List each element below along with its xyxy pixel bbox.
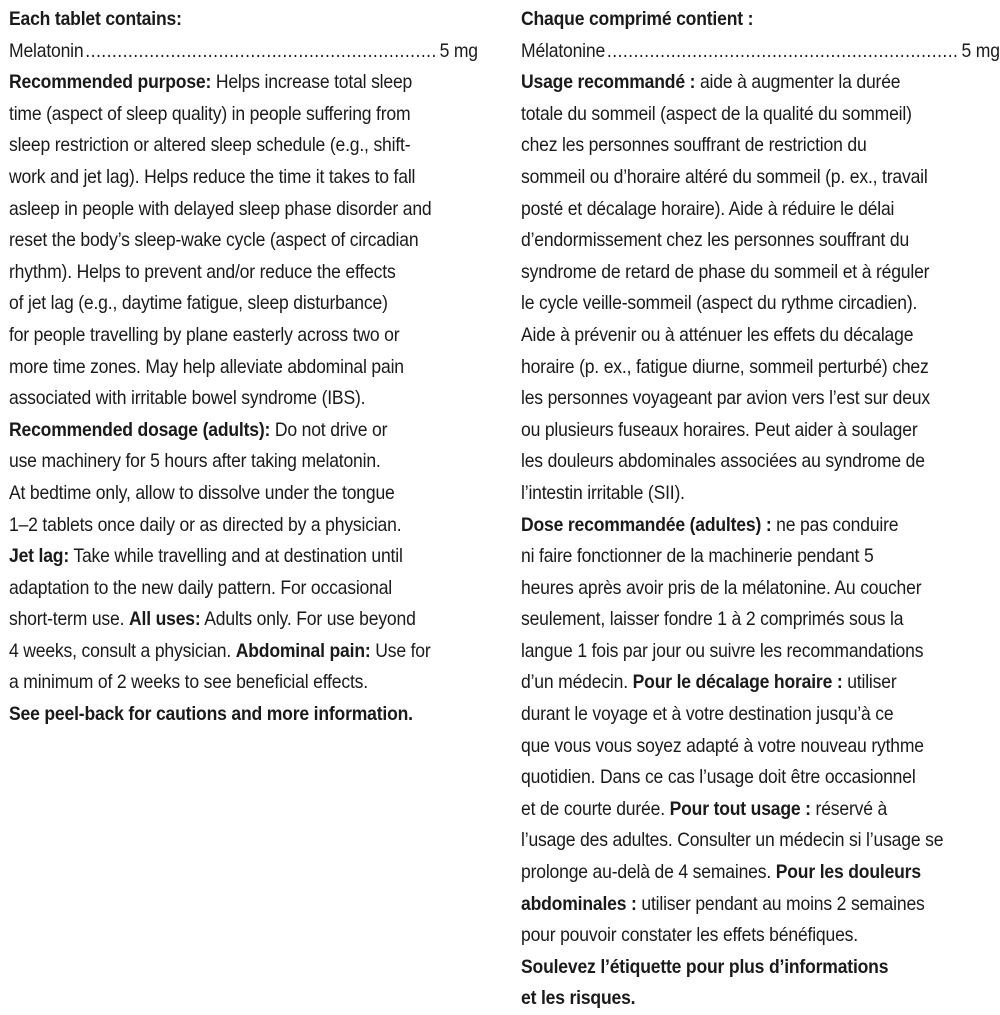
text-segment: a minimum of 2 weeks to see beneficial effects. xyxy=(9,671,368,694)
english-column xyxy=(9,4,478,731)
text-line xyxy=(521,352,1000,384)
text-segment: réservé à xyxy=(810,797,888,820)
text-segment: At bedtime only, allow to dissolve under the tongue xyxy=(9,481,395,504)
text-line xyxy=(9,478,478,510)
text-line xyxy=(521,225,1000,257)
text-segment: reset the body’s sleep-wake cycle (aspect of circadian xyxy=(9,229,419,252)
text-segment: time (aspect of sleep quality) in people suffering from xyxy=(9,102,411,125)
ingredient-amount: 5 mg xyxy=(961,39,1000,62)
text-segment: Use for xyxy=(370,639,431,662)
text-line xyxy=(521,288,1000,320)
text-line xyxy=(521,604,1000,636)
ingredient-row xyxy=(9,36,478,68)
text-segment: Aide à prévenir ou à atténuer les effets du décalage xyxy=(521,323,914,346)
text-line xyxy=(521,510,1000,542)
text-segment: use machinery for 5 hours after taking melatonin. xyxy=(9,450,381,473)
text-line xyxy=(521,762,1000,794)
text-line xyxy=(521,130,1000,162)
text-line xyxy=(521,541,1000,573)
text-segment: work and jet lag). Helps reduce the time it takes to fall xyxy=(9,165,416,188)
bold-label: Jet lag: xyxy=(9,545,70,568)
text-line xyxy=(9,699,478,731)
text-line xyxy=(9,604,478,636)
text-line xyxy=(9,162,478,194)
bold-label: abdominales : xyxy=(521,892,637,915)
english-body xyxy=(9,67,478,730)
text-segment: d’un médecin. xyxy=(521,671,633,694)
bold-label: Pour les douleurs xyxy=(775,861,921,884)
text-line xyxy=(521,889,1000,921)
text-segment: pour pouvoir constater les effets bénéfiques. xyxy=(521,924,858,947)
bold-label: Abdominal pain: xyxy=(235,639,371,662)
text-segment: durant le voyage et à votre destination jusqu’à ce xyxy=(521,703,894,726)
text-line xyxy=(521,162,1000,194)
text-segment: l’intestin irritable (SII). xyxy=(521,481,685,504)
bold-label: All uses: xyxy=(129,608,201,631)
text-line xyxy=(521,573,1000,605)
text-segment: heures après avoir pris de la mélatonine. Au coucher xyxy=(521,576,922,599)
text-segment: more time zones. May help alleviate abdominal pain xyxy=(9,355,404,378)
text-segment: associated with irritable bowel syndrome (IBS). xyxy=(9,387,366,410)
text-segment: Helps increase total sleep xyxy=(211,71,413,94)
text-line xyxy=(9,573,478,605)
text-line xyxy=(9,320,478,352)
text-segment: quotidien. Dans ce cas l’usage doit être occasionnel xyxy=(521,766,916,789)
bold-label: Pour tout usage : xyxy=(669,797,811,820)
text-segment: utiliser xyxy=(842,671,897,694)
text-segment: aide à augmenter la durée xyxy=(695,71,901,94)
dot-leader xyxy=(85,36,438,68)
contains-heading: Each tablet contains: xyxy=(9,8,182,30)
text-segment: utiliser pendant au moins 2 semaines xyxy=(636,892,925,915)
text-segment: Adults only. For use beyond xyxy=(200,608,416,631)
text-segment: les personnes voyageant par avion vers l’est sur deux xyxy=(521,387,930,410)
text-segment: d’endormissement chez les personnes souffrant du xyxy=(521,229,910,252)
text-line xyxy=(9,541,478,573)
text-segment: les douleurs abdominales associées au syndrome de xyxy=(521,450,925,473)
text-segment: short-term use. xyxy=(9,608,130,631)
text-segment: 4 weeks, consult a physician. xyxy=(9,639,236,662)
bold-label: Soulevez l’étiquette pour plus d’informations xyxy=(521,955,889,978)
text-segment: rhythm). Helps to prevent and/or reduce the effects xyxy=(9,260,396,283)
bold-label: Recommended dosage (adults): xyxy=(9,418,271,441)
text-line xyxy=(521,194,1000,226)
ingredient-name: Mélatonine xyxy=(521,39,606,62)
text-segment: asleep in people with delayed sleep phase disorder and xyxy=(9,197,432,220)
ingredient-amount: 5 mg xyxy=(439,39,478,62)
text-line xyxy=(521,667,1000,699)
bold-label: Pour le décalage horaire : xyxy=(632,671,843,694)
text-segment: le cycle veille-sommeil (aspect du rythme circadien). xyxy=(521,292,918,315)
text-segment: l’usage des adultes. Consulter un médecin si l’usage se xyxy=(521,829,944,852)
text-segment: chez les personnes souffrant de restriction du xyxy=(521,134,867,157)
text-line xyxy=(9,510,478,542)
text-line xyxy=(521,825,1000,857)
text-segment: sleep restriction or altered sleep schedule (e.g., shift- xyxy=(9,134,411,157)
text-segment: que vous vous soyez adapté à votre nouveau rythme xyxy=(521,734,924,757)
text-line xyxy=(521,952,1000,984)
text-line xyxy=(521,699,1000,731)
bold-label: et les risques. xyxy=(521,987,636,1010)
text-line xyxy=(521,257,1000,289)
text-segment: ni faire fonctionner de la machinerie pendant 5 xyxy=(521,545,874,568)
text-line xyxy=(521,415,1000,447)
text-segment: totale du sommeil (aspect de la qualité du sommeil) xyxy=(521,102,912,125)
text-line xyxy=(9,352,478,384)
text-line xyxy=(9,383,478,415)
text-line xyxy=(521,478,1000,510)
text-segment: 1–2 tablets once daily or as directed by a physician. xyxy=(9,513,402,536)
text-line xyxy=(9,636,478,668)
text-segment: langue 1 fois par jour ou suivre les recommandations xyxy=(521,639,924,662)
text-line xyxy=(9,225,478,257)
text-line xyxy=(521,857,1000,889)
text-line xyxy=(521,99,1000,131)
text-line xyxy=(9,446,478,478)
text-line xyxy=(9,99,478,131)
text-segment: prolonge au-delà de 4 semaines. xyxy=(521,861,776,884)
text-line xyxy=(521,920,1000,952)
text-line xyxy=(9,667,478,699)
text-segment: sommeil ou d’horaire altéré du sommeil (p. ex., travail xyxy=(521,165,928,188)
contains-heading: Chaque comprimé contient : xyxy=(521,8,754,30)
text-segment: Take while travelling and at destination until xyxy=(69,545,403,568)
text-segment: horaire (p. ex., fatigue diurne, sommeil perturbé) chez xyxy=(521,355,929,378)
text-line xyxy=(9,415,478,447)
text-segment: posté et décalage horaire). Aide à réduire le délai xyxy=(521,197,895,220)
text-line xyxy=(9,130,478,162)
text-segment: syndrome de retard de phase du sommeil et à réguler xyxy=(521,260,930,283)
text-segment: for people travelling by plane easterly across two or xyxy=(9,323,400,346)
french-column xyxy=(521,4,1000,1015)
text-line xyxy=(521,983,1000,1015)
text-line xyxy=(9,194,478,226)
bold-label: Dose recommandée (adultes) : xyxy=(521,513,772,536)
text-line xyxy=(9,257,478,289)
french-body xyxy=(521,67,1000,1015)
text-line xyxy=(521,446,1000,478)
text-segment: adaptation to the new daily pattern. For occasional xyxy=(9,576,393,599)
text-line xyxy=(521,67,1000,99)
text-segment: Do not drive or xyxy=(270,418,388,441)
text-line xyxy=(521,320,1000,352)
text-segment: of jet lag (e.g., daytime fatigue, sleep disturbance) xyxy=(9,292,388,315)
text-segment: ou plusieurs fuseaux horaires. Peut aider à soulager xyxy=(521,418,918,441)
text-line xyxy=(521,383,1000,415)
text-line xyxy=(9,288,478,320)
bold-label: See peel-back for cautions and more information. xyxy=(9,703,413,726)
ingredient-name: Melatonin xyxy=(9,39,84,62)
bold-label: Usage recommandé : xyxy=(521,71,696,94)
text-line xyxy=(521,731,1000,763)
text-line xyxy=(9,67,478,99)
bold-label: Recommended purpose: xyxy=(9,71,212,94)
ingredient-row xyxy=(521,36,1000,68)
dot-leader xyxy=(607,36,960,68)
text-segment: ne pas conduire xyxy=(771,513,899,536)
text-line xyxy=(521,794,1000,826)
text-segment: seulement, laisser fondre 1 à 2 comprimés sous la xyxy=(521,608,904,631)
text-segment: et de courte durée. xyxy=(521,797,670,820)
text-line xyxy=(521,636,1000,668)
